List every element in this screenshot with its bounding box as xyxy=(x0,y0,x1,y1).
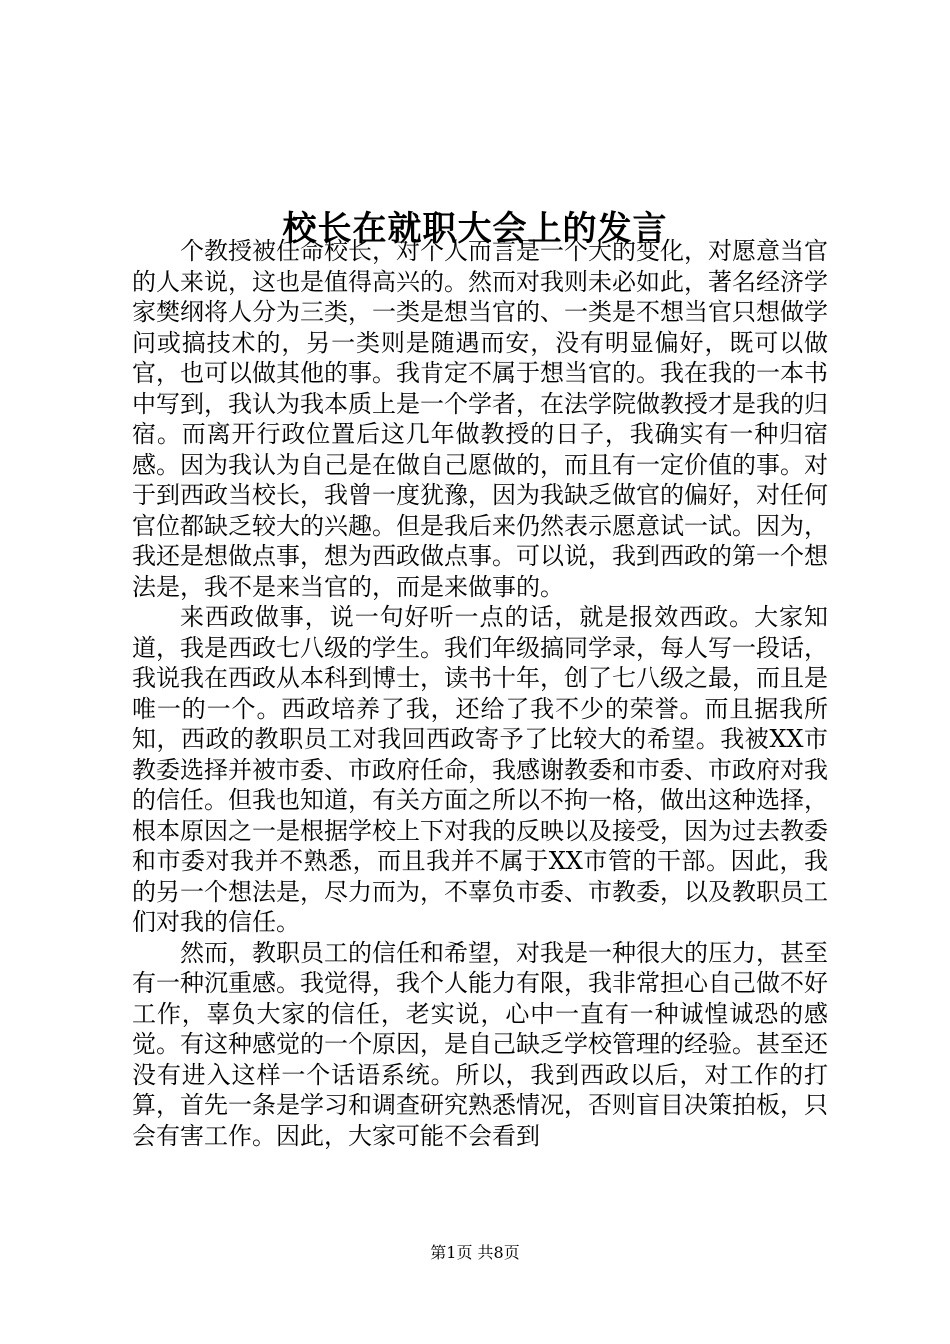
page-title: 校长在就职大会上的发言 xyxy=(282,208,668,249)
page-number-footer: 第1页 共8页 xyxy=(430,1243,520,1262)
body-paragraph: 个教授被任命校长，对个人而言是一个大的变化，对愿意当官的人来说，这也是值得高兴的。然而对我则未必如此，著名经济学家樊纲将人分为三类，一类是想当官的、一类是不想当官只想做学问或搞技术的，另一类则是随遇而安，没有明显偏好，既可以做官，也可以做其他的事。我肯定不属于想当官的。我在我的一本书中写到，我认为我本质上是一个学者，在法学院做教授才是我的归宿。而离开行政位置后这几年做教授的日子，我确实有一种归宿感。因为我认为自己是在做自己愿做的，而且有一定价值的事。对于到西政当校长，我曾一度犹豫，因为我缺乏做官的偏好，对任何官位都缺乏较大的兴趣。但是我后来仍然表示愿意试一试。因为，我还是想做点事，想为西政做点事。可以说，我到西政的第一个想法是，我不是来当官的，而是来做事的。 xyxy=(132,237,828,601)
body-paragraph: 然而，教职员工的信任和希望，对我是一种很大的压力，甚至有一种沉重感。我觉得，我个人能力有限，我非常担心自己做不好工作，辜负大家的信任，老实说，心中一直有一种诚惶诚恐的感觉。有这种感觉的一个原因，是自己缺乏学校管理的经验。甚至还没有进入这样一个话语系统。所以，我到西政以后，对工作的打算，首先一条是学习和调查研究熟悉情况，否则盲目决策拍板，只会有害工作。因此，大家可能不会看到 xyxy=(132,938,828,1150)
body-paragraph: 来西政做事，说一句好听一点的话，就是报效西政。大家知道，我是西政七八级的学生。我们年级搞同学录，每人写一段话，我说我在西政从本科到博士，读书十年，创了七八级之最，而且是唯一的一个。西政培养了我，还给了我不少的荣誉。而且据我所知，西政的教职员工对我回西政寄予了比较大的希望。我被XX市教委选择并被市委、市政府任命，我感谢教委和市委、市政府对我的信任。但我也知道，有关方面之所以不拘一格，做出这种选择，根本原因之一是根据学校上下对我的反映以及接受，因为过去教委和市委对我并不熟悉，而且我并不属于XX市管的干部。因此，我的另一个想法是，尽力而为，不辜负市委、市教委，以及教职员工们对我的信任。 xyxy=(132,603,828,936)
document-body xyxy=(132,236,828,1151)
